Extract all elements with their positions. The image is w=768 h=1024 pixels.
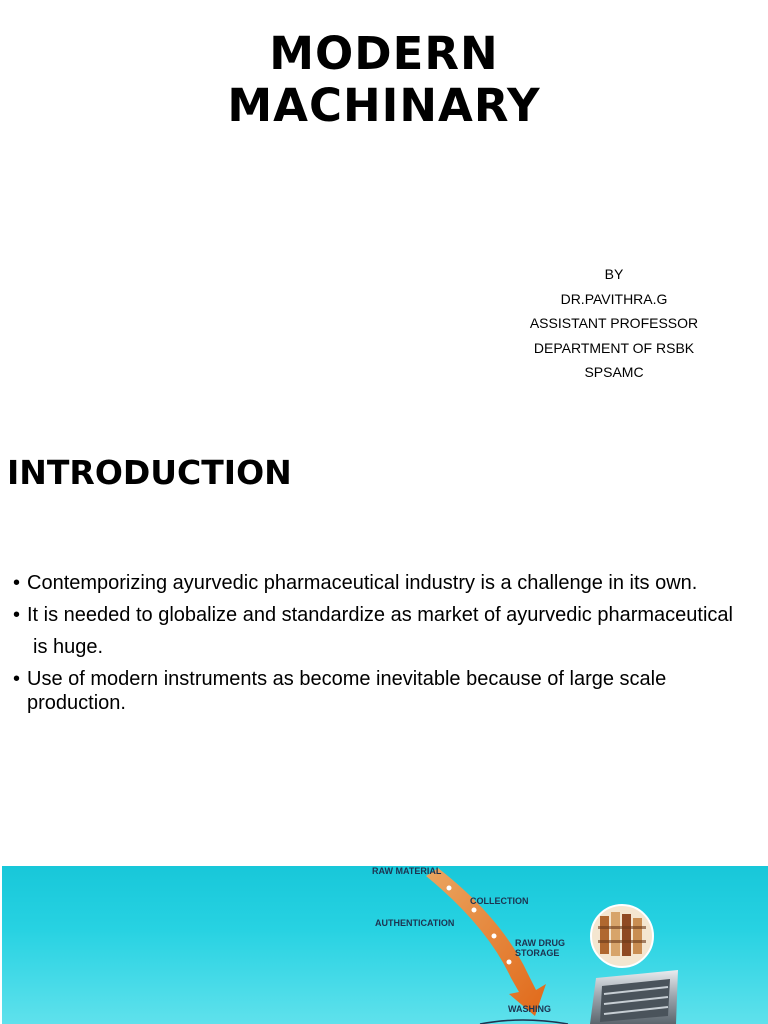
- slide-title: [0, 28, 768, 132]
- washing-machine-photo-icon: [590, 970, 678, 1024]
- bullet-text: Use of modern instruments as become inevitable because of large scale production.: [27, 668, 667, 714]
- author-position: ASSISTANT PROFESSOR: [529, 315, 699, 331]
- bullet-item: [13, 667, 763, 715]
- raw-drug-storage-photo-icon: [591, 905, 653, 967]
- step-raw-material: RAW MATERIAL: [372, 866, 442, 876]
- bullet-icon: •: [13, 572, 21, 594]
- step-washing: WASHING: [508, 1004, 552, 1014]
- step-collection: COLLECTION: [470, 896, 529, 906]
- step-marker-icon: [472, 908, 477, 913]
- step-raw-drug-storage-line1: RAW DRUG: [515, 938, 565, 948]
- author-by: BY: [604, 266, 624, 282]
- introduction-heading: INTRODUCTION: [7, 453, 292, 492]
- author-department: DEPARTMENT OF RSBK: [533, 339, 695, 356]
- introduction-bullet-list: [13, 571, 763, 723]
- title-line-1: MODERN: [269, 27, 499, 80]
- bullet-item: [13, 603, 763, 659]
- bullet-icon: •: [13, 668, 21, 690]
- author-institution: SPSAMC: [584, 364, 644, 380]
- step-authentication: AUTHENTICATION: [375, 918, 455, 928]
- step-raw-drug-storage: [515, 938, 565, 958]
- author-block: [500, 262, 728, 385]
- step-raw-drug-storage-line2: STORAGE: [515, 948, 560, 958]
- process-flow-graphic: [2, 866, 768, 1024]
- bullet-text: It is needed to globalize and standardize as market of ayurvedic pharmaceutical: [27, 604, 733, 626]
- title-line-2: MACHINARY: [227, 79, 541, 132]
- step-marker-icon: [447, 886, 452, 891]
- bullet-icon: •: [13, 604, 21, 626]
- bullet-item: [13, 571, 763, 595]
- step-marker-icon: [507, 960, 512, 965]
- bullet-text-continuation: is huge.: [33, 636, 104, 658]
- washing-tray-outline: [480, 1020, 568, 1024]
- process-flow-banner: [2, 866, 768, 1024]
- step-marker-icon: [492, 934, 497, 939]
- bullet-text: Contemporizing ayurvedic pharmaceutical industry is a challenge in its own.: [27, 572, 698, 594]
- author-name: DR.PAVITHRA.G: [560, 290, 668, 307]
